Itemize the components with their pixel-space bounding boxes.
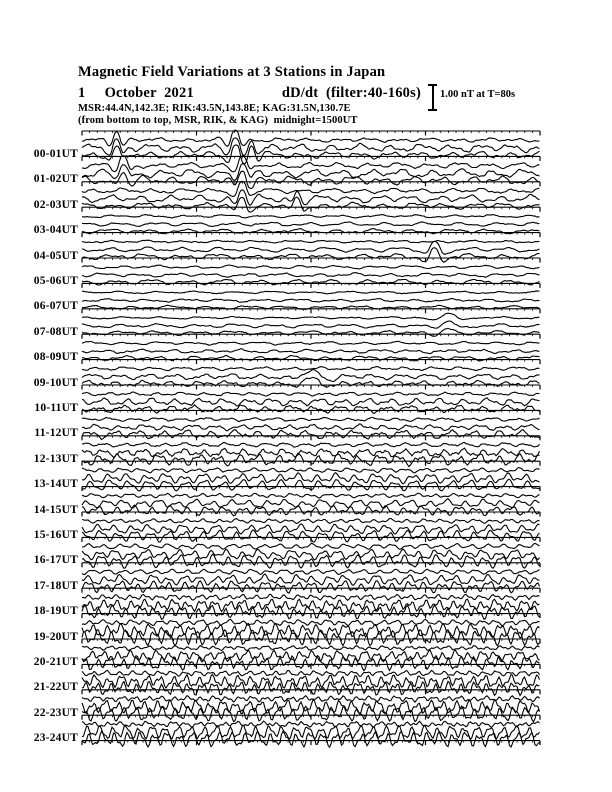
trace-kag-03-04ut	[82, 215, 540, 219]
hour-label-03-04: 03-04UT	[33, 224, 78, 236]
hour-label-21-22: 21-22UT	[33, 681, 78, 693]
trace-rik-08-09ut	[82, 349, 540, 354]
trace-kag-17-18ut	[82, 569, 540, 574]
chart-date-line: 1 October 2021 dD/dt (filter:40-160s)	[78, 85, 421, 101]
trace-rik-09-10ut	[82, 370, 540, 382]
trace-kag-20-21ut	[82, 646, 540, 651]
trace-rik-22-23ut	[82, 700, 540, 714]
hour-label-10-11: 10-11UT	[34, 402, 78, 414]
trace-rik-05-06ut	[82, 273, 540, 278]
hour-label-06-07: 06-07UT	[33, 300, 78, 312]
hour-label-15-16: 15-16UT	[33, 529, 78, 541]
trace-kag-14-15ut	[82, 493, 540, 498]
hour-label-14-15: 14-15UT	[33, 504, 78, 516]
hour-label-17-18: 17-18UT	[33, 580, 78, 592]
trace-rik-17-18ut	[82, 574, 540, 585]
hour-label-08-09: 08-09UT	[33, 351, 78, 363]
trace-kag-13-14ut	[82, 468, 540, 473]
trace-kag-08-09ut	[82, 341, 540, 345]
trace-kag-15-16ut	[82, 519, 540, 524]
trace-rik-10-11ut	[82, 398, 540, 406]
hour-label-00-01: 00-01UT	[33, 148, 78, 160]
trace-kag-11-12ut	[82, 417, 540, 421]
trace-rik-14-15ut	[82, 499, 540, 509]
hour-label-12-13: 12-13UT	[33, 453, 78, 465]
trace-kag-23-24ut	[82, 721, 540, 727]
trace-kag-05-06ut	[82, 265, 540, 269]
hour-label-16-17: 16-17UT	[33, 554, 78, 566]
trace-rik-03-04ut	[82, 222, 540, 227]
trace-kag-18-19ut	[82, 594, 540, 600]
trace-rik-04-05ut	[82, 241, 540, 254]
station-order-note: (from bottom to top, MSR, RIK, & KAG) midnight=1500UT	[78, 115, 358, 126]
hour-label-18-19: 18-19UT	[33, 605, 78, 617]
trace-kag-04-05ut	[82, 240, 540, 243]
trace-rik-21-22ut	[82, 674, 540, 688]
hour-label-02-03: 02-03UT	[33, 199, 78, 211]
trace-kag-21-22ut	[82, 670, 540, 676]
hour-label-01-02: 01-02UT	[33, 173, 78, 185]
trace-kag-06-07ut	[82, 291, 540, 294]
trace-kag-07-08ut	[82, 313, 540, 320]
hour-label-19-20: 19-20UT	[33, 631, 78, 643]
trace-rik-07-08ut	[82, 321, 540, 328]
hour-label-11-12: 11-12UT	[34, 427, 78, 439]
scale-label: 1.00 nT at T=80s	[440, 89, 516, 100]
trace-rik-15-16ut	[82, 524, 540, 534]
trace-rik-12-13ut	[82, 448, 540, 457]
trace-rik-00-01ut	[82, 138, 540, 156]
trace-rik-06-07ut	[82, 299, 540, 303]
trace-rik-20-21ut	[82, 650, 540, 662]
trace-rik-13-14ut	[82, 473, 540, 484]
hour-label-04-05: 04-05UT	[33, 250, 78, 262]
hour-label-05-06: 05-06UT	[33, 275, 78, 287]
hour-label-22-23: 22-23UT	[33, 707, 78, 719]
trace-kag-12-13ut	[82, 442, 540, 447]
hour-label-20-21: 20-21UT	[33, 656, 78, 668]
hour-label-23-24: 23-24UT	[33, 732, 78, 744]
hour-label-09-10: 09-10UT	[33, 377, 78, 389]
hour-label-13-14: 13-14UT	[33, 478, 78, 490]
chart-title: Magnetic Field Variations at 3 Stations in Japan	[78, 64, 386, 80]
trace-kag-10-11ut	[82, 392, 540, 396]
trace-kag-16-17ut	[82, 543, 540, 549]
hour-label-07-08: 07-08UT	[33, 326, 78, 338]
station-coordinates-line: MSR:44.4N,142.3E; RIK:43.5N,143.8E; KAG:31.5N,130.7E	[78, 103, 351, 114]
trace-kag-09-10ut	[82, 367, 540, 371]
trace-kag-22-23ut	[82, 696, 540, 703]
trace-rik-11-12ut	[82, 424, 540, 431]
